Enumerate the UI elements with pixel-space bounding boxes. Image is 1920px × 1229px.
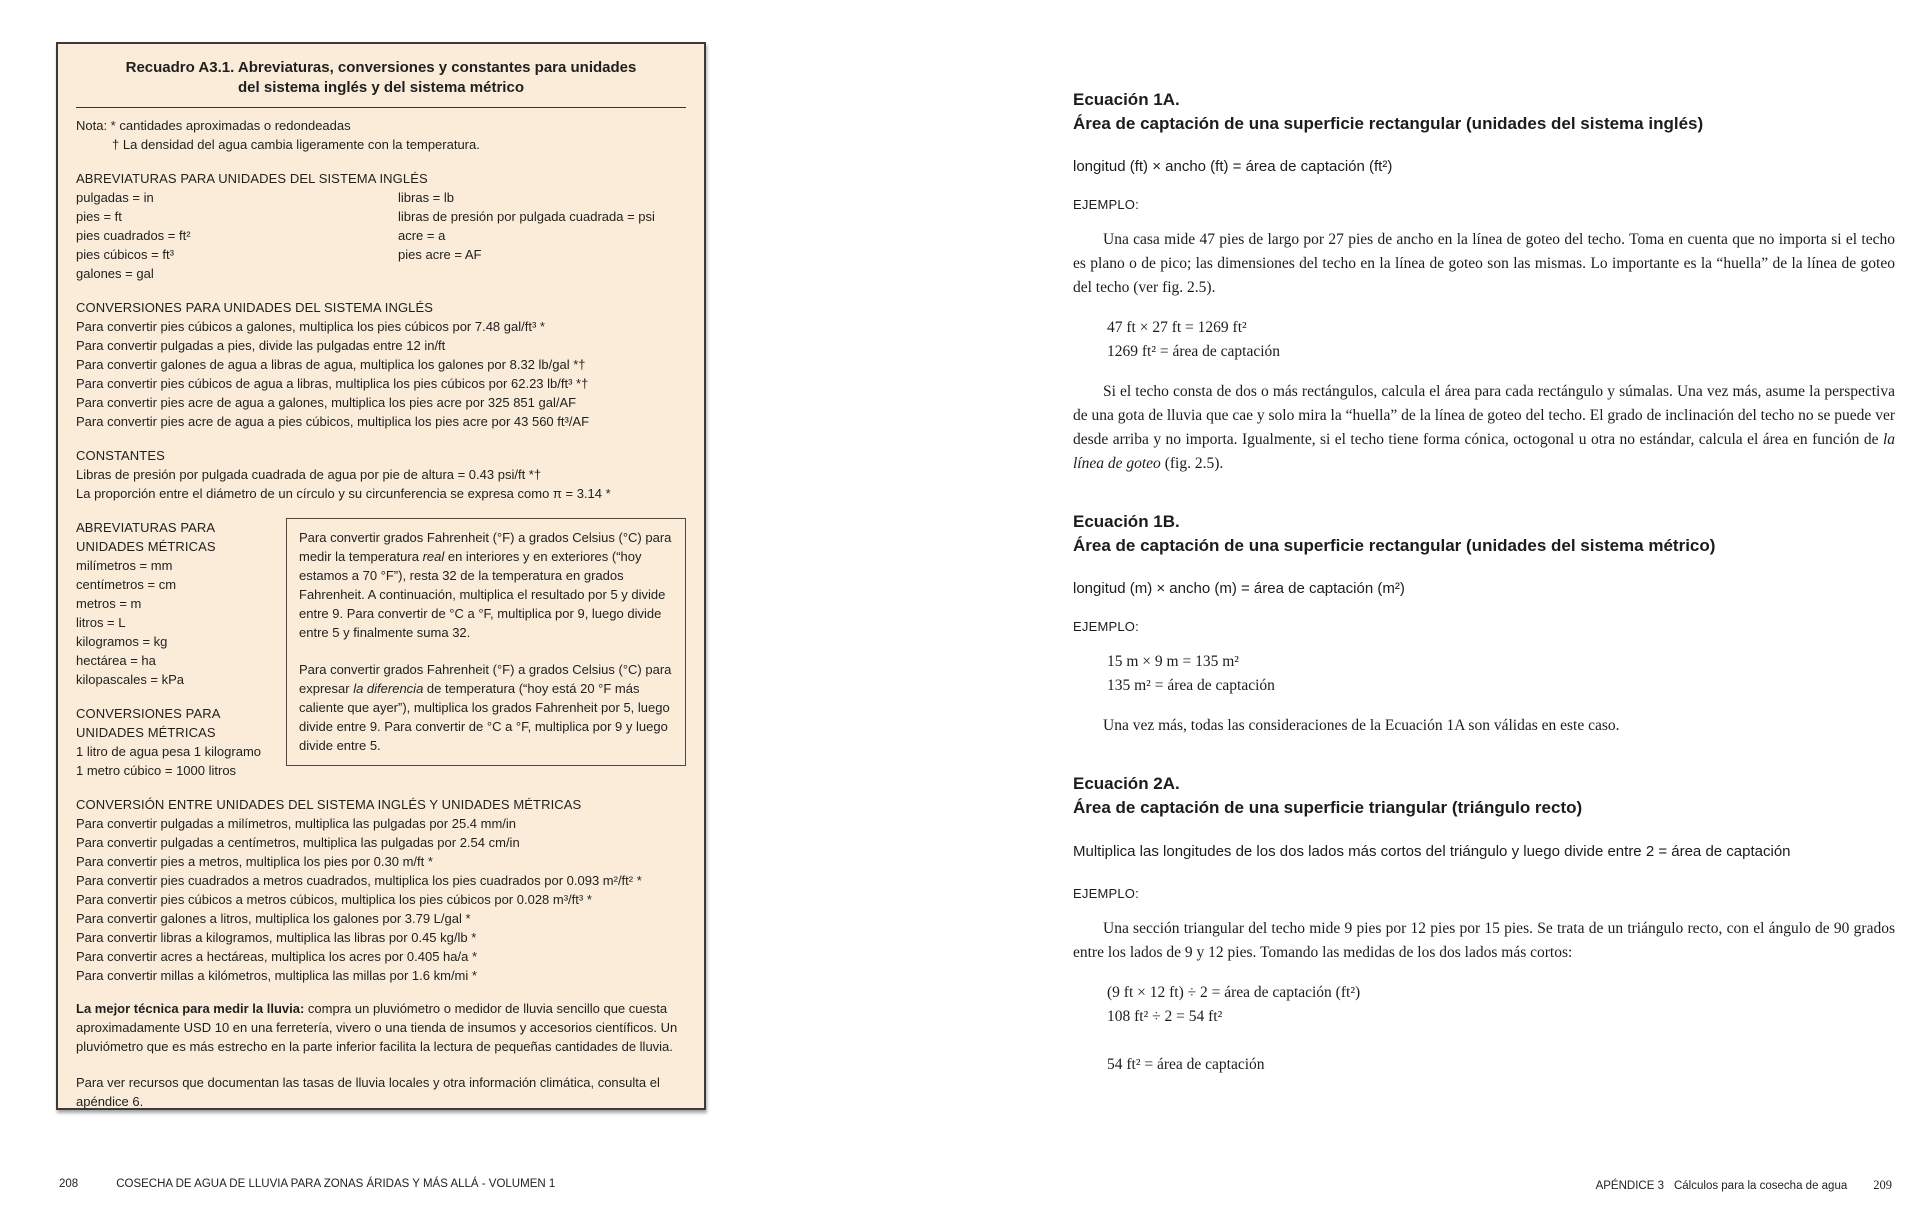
page-number-right: 209 bbox=[1873, 1178, 1892, 1192]
abbreviation-line: libras = lb bbox=[398, 190, 454, 205]
calc-line: 15 m × 9 m = 135 m² bbox=[1107, 653, 1239, 670]
note-line2: † La densidad del agua cambia ligeramente con la temperatura. bbox=[112, 137, 480, 152]
metric-area bbox=[76, 518, 686, 780]
abbr-metric-lines bbox=[76, 556, 284, 689]
abbreviation-line: pies acre = AF bbox=[398, 247, 482, 262]
section-heading: CONSTANTES bbox=[76, 448, 165, 463]
abbreviation-line: pulgadas = in bbox=[76, 190, 154, 205]
fahrenheit-paragraph-2 bbox=[299, 660, 673, 755]
footer-right bbox=[1596, 1178, 1892, 1193]
constant-line: Libras de presión por pulgada cuadrada de agua por pie de altura = 0.43 psi/ft *† bbox=[76, 467, 542, 482]
abbreviation-line: kilopascales = kPa bbox=[76, 672, 185, 687]
conversion-line: Para convertir pulgadas a milímetros, multiplica las pulgadas por 25.4 mm/in bbox=[76, 816, 517, 831]
section-heading: CONVERSIÓN ENTRE UNIDADES DEL SISTEMA INGLÉS Y UNIDADES MÉTRICAS bbox=[76, 797, 582, 812]
equation-title: Área de captación de una superficie triangular (triángulo recto) bbox=[1073, 798, 1583, 817]
equation-id: Ecuación 2A. bbox=[1073, 774, 1180, 793]
abbreviation-line: acre = a bbox=[398, 228, 446, 243]
italic-text: la diferencia bbox=[353, 681, 424, 696]
abbreviation-line: galones = gal bbox=[76, 266, 154, 281]
calc-line: 1269 ft² = área de captación bbox=[1107, 343, 1281, 360]
tip-bold-lead: La mejor técnica para medir la lluvia: bbox=[76, 1001, 305, 1016]
example-paragraph bbox=[1073, 380, 1895, 476]
abbreviation-line: milímetros = mm bbox=[76, 558, 173, 573]
section-conv-english bbox=[76, 298, 686, 431]
section-conv-between bbox=[76, 795, 686, 985]
fahrenheit-conversion-box bbox=[286, 518, 686, 766]
calc-line: 108 ft² ÷ 2 = 54 ft² bbox=[1107, 1008, 1223, 1025]
abbr-english-col1 bbox=[76, 188, 398, 283]
calc-line: (9 ft × 12 ft) ÷ 2 = área de captación (ft²) bbox=[1107, 984, 1361, 1001]
paragraph-text: Para convertir grados Fahrenheit (°F) a grados Celsius (°C) para expresar bbox=[299, 662, 672, 696]
conversion-line: Para convertir galones de agua a libras de agua, multiplica los galones por 8.32 lb/gal *† bbox=[76, 357, 586, 372]
equation-title: Área de captación de una superficie rectangular (unidades del sistema inglés) bbox=[1073, 114, 1704, 133]
ejemplo-label: EJEMPLO: bbox=[1073, 886, 1139, 901]
abbr-english-col2 bbox=[398, 188, 686, 283]
example-paragraph: Una casa mide 47 pies de largo por 27 pies de ancho en la línea de goteo del techo. Toma en cuenta que no importa si el techo es plano o de pico; las dimensiones del techo en la línea de goteo son las mismas. Lo importante es la “huella” de la línea de goteo del techo (ver fig. 2.5). bbox=[1073, 231, 1895, 296]
box-title-line1: Recuadro A3.1. Abreviaturas, conversiones y constantes para unidades bbox=[125, 59, 637, 76]
equation-2a bbox=[1073, 772, 1895, 1077]
title-divider bbox=[76, 107, 686, 108]
conversion-line: Para convertir millas a kilómetros, multiplica las millas por 1.6 km/mi * bbox=[76, 968, 477, 983]
conversion-line: Para convertir pies cúbicos a galones, multiplica los pies cúbicos por 7.48 gal/ft³ * bbox=[76, 319, 545, 334]
appendix-label: APÉNDICE 3 bbox=[1595, 1180, 1664, 1192]
note-line1: Nota: * cantidades aproximadas o redondeadas bbox=[76, 118, 351, 133]
conversion-line: Para convertir pulgadas a pies, divide las pulgadas entre 12 in/ft bbox=[76, 338, 446, 353]
ejemplo-label: EJEMPLO: bbox=[1073, 619, 1139, 634]
calculation-block bbox=[1107, 981, 1895, 1077]
running-title-left: COSECHA DE AGUA DE LLUVIA PARA ZONAS ÁRIDAS Y MÁS ALLÁ - VOLUMEN 1 bbox=[116, 1178, 556, 1190]
conversion-line: Para convertir pulgadas a centímetros, multiplica las pulgadas por 2.54 cm/in bbox=[76, 835, 520, 850]
conversion-line: 1 litro de agua pesa 1 kilogramo bbox=[76, 744, 262, 759]
equation-1b bbox=[1073, 510, 1895, 738]
conversion-line: Para convertir pies cuadrados a metros cuadrados, multiplica los pies cuadrados por 0.093 m²/ft² * bbox=[76, 873, 642, 888]
conversion-line: Para convertir pies cúbicos a metros cúbicos, multiplica los pies cúbicos por 0.028 m³/ft³ * bbox=[76, 892, 592, 907]
abbreviation-line: pies cúbicos = ft³ bbox=[76, 247, 174, 262]
abbreviation-line: pies cuadrados = ft² bbox=[76, 228, 191, 243]
appendix-reference-note: Para ver recursos que documentan las tasas de lluvia locales y otra información climática, consulta el apéndice 6. bbox=[76, 1075, 660, 1109]
metric-left-column bbox=[76, 518, 284, 780]
section-conv-metric bbox=[76, 704, 284, 780]
paragraph-text: Para convertir grados Fahrenheit (°F) a grados Celsius (°C) para medir la temperatura bbox=[299, 530, 672, 564]
abbreviation-line: litros = L bbox=[76, 615, 126, 630]
example-paragraph: Una sección triangular del techo mide 9 pies por 12 pies por 15 pies. Se trata de un triángulo recto, con el ángulo de 90 grados entre los lados de 9 y 12 pies. Tomando las medidas de los dos lados más cortos: bbox=[1073, 920, 1895, 961]
conversion-line: Para convertir pies acre de agua a galones, multiplica los pies acre por 325 851 gal/AF bbox=[76, 395, 577, 410]
fahrenheit-paragraph-1 bbox=[299, 528, 673, 642]
equation-title: Área de captación de una superficie rectangular (unidades del sistema métrico) bbox=[1073, 536, 1716, 555]
section-heading: CONVERSIONES PARA UNIDADES DEL SISTEMA INGLÉS bbox=[76, 300, 434, 315]
conv-metric-lines bbox=[76, 742, 284, 780]
abbreviation-line: hectárea = ha bbox=[76, 653, 156, 668]
conversion-line: Para convertir pies a metros, multiplica los pies por 0.30 m/ft * bbox=[76, 854, 433, 869]
tip-text: compra un pluviómetro o medidor de lluvia sencillo que cuesta aproximadamente USD 10 en una ferretería, vivero o una tienda de insumos y accesorios científicos. Un pluviómetro que es más estrecho en la parte inferior facilita la lectura de pequeñas cantidades de lluvia. bbox=[76, 1001, 678, 1054]
paragraph-text: en interiores y en exteriores (“hoy estamos a 70 °F”), resta 32 de la temperatura en grados Fahrenheit. A continuación, multiplica el resultado por 5 y divide entre 9. Para convertir de °C a °F, multiplica por 9, luego divide entre 5 y finalmente suma 32. bbox=[299, 549, 666, 640]
abbreviation-line: metros = m bbox=[76, 596, 142, 611]
rain-gauge-tip bbox=[76, 999, 686, 1056]
abbreviation-line: kilogramos = kg bbox=[76, 634, 168, 649]
footer-left bbox=[59, 1178, 555, 1190]
calculation-block bbox=[1107, 316, 1895, 364]
example-paragraph: Una vez más, todas las consideraciones de la Ecuación 1A son válidas en este caso. bbox=[1103, 717, 1620, 734]
running-title-right: Cálculos para la cosecha de agua bbox=[1673, 1180, 1848, 1192]
constant-line: La proporción entre el diámetro de un círculo y su circunferencia se expresa como π = 3.14 * bbox=[76, 486, 611, 501]
constants-lines bbox=[76, 465, 686, 503]
right-page-content bbox=[1073, 88, 1895, 1077]
italic-text: la línea de goteo bbox=[1073, 431, 1895, 472]
box-title bbox=[76, 58, 686, 98]
box-title-line2: del sistema inglés y del sistema métrico bbox=[238, 79, 524, 96]
calc-result: 54 ft² = área de captación bbox=[1107, 1056, 1265, 1073]
recuadro-a31-box bbox=[56, 42, 706, 1110]
equation-formula: longitud (m) × ancho (m) = área de captación (m²) bbox=[1073, 580, 1405, 597]
page-number-left: 208 bbox=[59, 1178, 79, 1190]
paragraph-text: Si el techo consta de dos o más rectángulos, calcula el área para cada rectángulo y súmalas. Una vez más, asume la perspectiva de una gota de lluvia que cae y solo mira la “huella” de la línea de goteo del techo. El grado de inclinación del techo no se puede ver desde arriba y no importa. Igualmente, si el techo tiene forma cónica, octogonal u otra no estándar, calcula el área en función de bbox=[1073, 383, 1895, 448]
conv-english-lines bbox=[76, 317, 686, 431]
section-heading: ABREVIATURAS PARA UNIDADES DEL SISTEMA INGLÉS bbox=[76, 171, 428, 186]
conversion-line: Para convertir pies cúbicos de agua a libras, multiplica los pies cúbicos por 62.23 lb/ft³ *† bbox=[76, 376, 589, 391]
calc-line: 135 m² = área de captación bbox=[1107, 677, 1275, 694]
equation-formula: longitud (ft) × ancho (ft) = área de captación (ft²) bbox=[1073, 158, 1393, 175]
ejemplo-label: EJEMPLO: bbox=[1073, 197, 1139, 212]
paragraph-text: de temperatura (“hoy está 20 °F más caliente que ayer”), multiplica los grados Fahrenheit por 5, luego divide entre 9. Para convertir de °C a °F, multiplica por 9 y luego divide entre 5. bbox=[299, 681, 670, 753]
section-abbr-english bbox=[76, 169, 686, 283]
abbreviation-line: libras de presión por pulgada cuadrada = psi bbox=[398, 209, 655, 224]
section-constants bbox=[76, 446, 686, 503]
conversion-line: Para convertir galones a litros, multiplica los galones por 3.79 L/gal * bbox=[76, 911, 471, 926]
abbreviation-line: pies = ft bbox=[76, 209, 122, 224]
section-heading: CONVERSIONES PARA UNIDADES MÉTRICAS bbox=[76, 706, 220, 740]
calc-line: 47 ft × 27 ft = 1269 ft² bbox=[1107, 319, 1247, 336]
equation-id: Ecuación 1A. bbox=[1073, 90, 1180, 109]
section-heading: ABREVIATURAS PARA UNIDADES MÉTRICAS bbox=[76, 520, 216, 554]
conversion-line: Para convertir libras a kilogramos, multiplica las libras por 0.45 kg/lb * bbox=[76, 930, 477, 945]
equation-intro: Multiplica las longitudes de los dos lados más cortos del triángulo y luego divide entre 2 = área de captación bbox=[1073, 843, 1791, 860]
equation-id: Ecuación 1B. bbox=[1073, 512, 1180, 531]
paragraph-text: (fig. 2.5). bbox=[1160, 455, 1224, 472]
equation-1a bbox=[1073, 88, 1895, 476]
italic-text: real bbox=[422, 549, 445, 564]
conversion-line: Para convertir pies acre de agua a pies cúbicos, multiplica los pies acre por 43 560 ft³/AF bbox=[76, 414, 590, 429]
abbreviation-line: centímetros = cm bbox=[76, 577, 177, 592]
conv-between-lines bbox=[76, 814, 686, 985]
conversion-line: Para convertir acres a hectáreas, multiplica los acres por 0.405 ha/a * bbox=[76, 949, 478, 964]
calculation-block bbox=[1107, 650, 1895, 698]
conversion-line: 1 metro cúbico = 1000 litros bbox=[76, 763, 237, 778]
